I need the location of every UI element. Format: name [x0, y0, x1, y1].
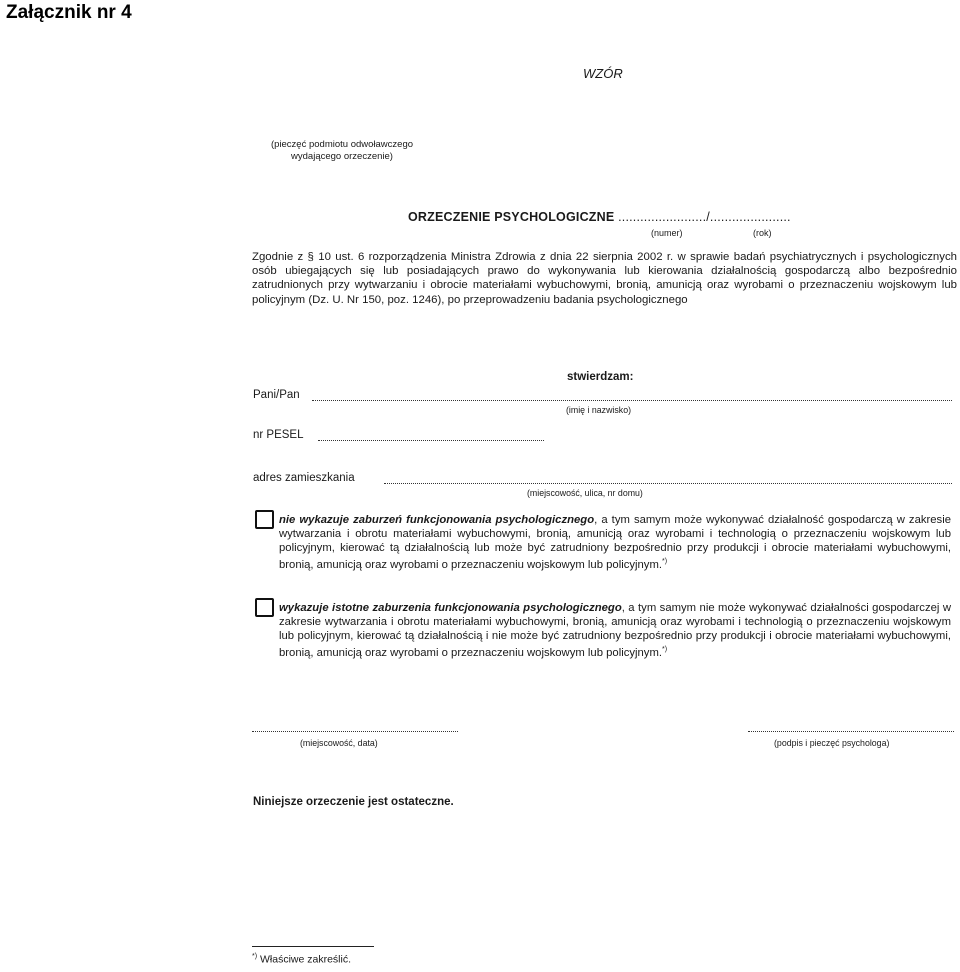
footnote — [252, 953, 351, 966]
option-disorder-lead: wykazuje istotne zaburzenia funkcjonowania psychologicznego — [279, 602, 622, 614]
stamp-caption — [252, 139, 432, 163]
pesel-label: nr PESEL — [253, 429, 304, 441]
address-label: adres zamieszkania — [253, 472, 355, 484]
stamp-caption-line2: wydającego orzeczenie) — [291, 151, 393, 162]
name-caption: (imię i nazwisko) — [566, 405, 632, 415]
final-statement: Niniejsze orzeczenie jest ostateczne. — [253, 796, 454, 808]
footnote-text: Właściwe zakreślić. — [259, 953, 351, 966]
document-number-fill: ......................../...................... — [618, 210, 791, 224]
form-label: WZÓR — [583, 66, 623, 81]
option-no-disorder-lead: nie wykazuje zaburzeń funkcjonowania psychologicznego — [279, 514, 595, 526]
option-disorder-text — [279, 601, 951, 660]
pesel-fill-line — [318, 440, 544, 441]
option-disorder-rest: , a tym samym nie może wykonywać działalności gospodarczej w zakresie wytwarzania i obrotu materiałami wybuchowymi, bronią, amunicją oraz wyrobami i technologią o przeznaczeniu wojskowym lub policyjnym, kierować tą działalnością i nie może być zatrudniony bezpośrednio przy produkcji i obrocie materiałami wybuchowymi, bronią, amunicją oraz wyrobami o przeznaczeniu wojskowym lub policyjnym. — [279, 602, 951, 659]
page-heading: Załącznik nr 4 — [6, 2, 132, 23]
name-fill-line — [312, 400, 952, 401]
document-title — [408, 210, 791, 224]
option-no-disorder-checkbox[interactable] — [255, 510, 274, 529]
footnote-divider — [252, 946, 374, 947]
statement-heading: stwierdzam: — [567, 371, 634, 383]
option-no-disorder-footnote-mark: *) — [662, 558, 668, 565]
option-no-disorder-text — [279, 513, 951, 572]
legal-basis-paragraph: Zgodnie z § 10 ust. 6 rozporządzenia Ministra Zdrowia z dnia 22 sierpnia 2002 r. w sprawie badań psychiatrycznych i psychologicznych osób ubiegających się lub posiadających prawo do wykonywania lub kierowania działalnością gospodarczą albo bezpośrednio zatrudnionych przy wytwarzaniu i obrocie materiałami wybuchowymi, bronią, amunicją oraz wyrobami o przeznaczeniu wojskowym lub policyjnym (Dz. U. Nr 150, poz. 1246), po przeprowadzeniu badania psychologicznego — [252, 251, 957, 306]
year-caption: (rok) — [753, 228, 772, 238]
place-date-caption: (miejscowość, data) — [300, 738, 378, 748]
place-date-line — [252, 731, 458, 732]
address-fill-line — [384, 483, 952, 484]
signature-line — [748, 731, 954, 732]
stamp-caption-line1: (pieczęć podmiotu odwoławczego — [270, 139, 414, 150]
option-disorder-footnote-mark: *) — [662, 646, 668, 653]
signature-caption: (podpis i pieczęć psychologa) — [774, 738, 890, 748]
document-title-text: ORZECZENIE PSYCHOLOGICZNE — [408, 210, 615, 224]
footnote-mark: *) — [252, 953, 258, 960]
option-disorder-checkbox[interactable] — [255, 598, 274, 617]
address-caption: (miejscowość, ulica, nr domu) — [527, 488, 643, 498]
option-no-disorder-rest: , a tym samym może wykonywać działalność gospodarczą w zakresie wytwarzania i obrotu materiałami wybuchowymi, bronią, amunicją oraz wyrobami i technologią o przeznaczeniu wojskowym lub policyjnym, kierować tą działalnością lub może być zatrudniony bezpośrednio przy produkcji i obrocie materiałami wybuchowymi, bronią, amunicją oraz wyrobami o przeznaczeniu wojskowym lub policyjnym. — [279, 514, 951, 571]
number-caption: (numer) — [651, 228, 683, 238]
name-label: Pani/Pan — [253, 389, 300, 401]
